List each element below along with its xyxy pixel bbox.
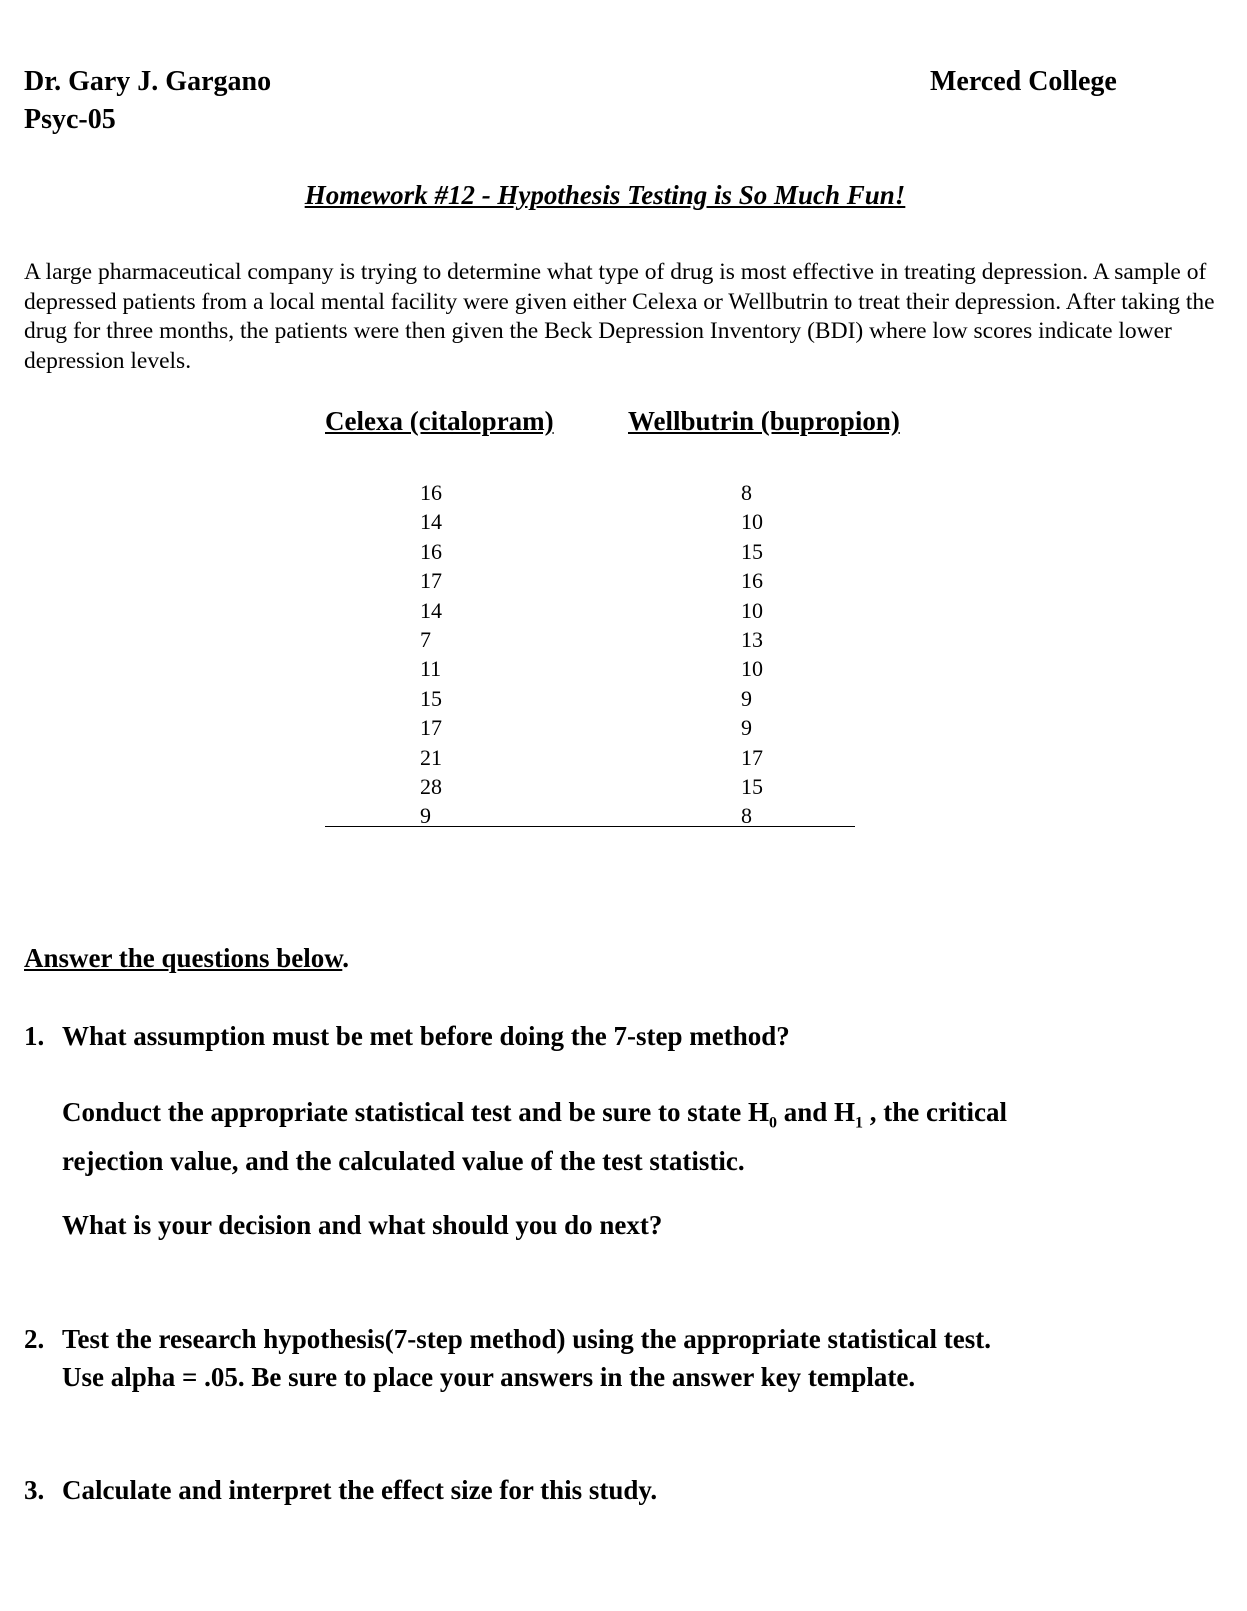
h0-subscript: 0 <box>768 1114 777 1132</box>
table-bottom-rule <box>325 826 855 827</box>
question-1-instruction-line1 <box>62 1093 1232 1142</box>
intro-paragraph: A large pharmaceutical company is trying to determine what type of drug is most effective in treating depression. A sample of depressed patients from a local mental facility were given either Celexa or Wellbutrin to treat their depression. After taking the drug for three months, the patients were then given the Beck Depression Inventory (BDI) where low scores indicate lower depression levels. <box>24 259 1215 374</box>
q1-instr-part-c: , the critical <box>863 1097 1007 1127</box>
celexa-column-header: Celexa (citalopram) <box>325 406 554 436</box>
wellbutrin-value: 17 <box>741 744 763 770</box>
celexa-value: 21 <box>420 744 442 770</box>
wellbutrin-value: 10 <box>741 656 763 682</box>
wellbutrin-value: 9 <box>741 685 752 711</box>
celexa-value: 16 <box>420 480 442 505</box>
celexa-value: 17 <box>420 568 442 594</box>
question-1-instruction <box>62 1093 1232 1180</box>
q1-instr-part-a: Conduct the appropriate statistical test and be sure to state H <box>62 1097 769 1127</box>
question-2 <box>24 1320 1224 1396</box>
wellbutrin-value: 10 <box>741 597 763 623</box>
celexa-value: 7 <box>420 626 431 652</box>
answer-heading <box>24 943 349 974</box>
wellbutrin-value: 10 <box>741 509 763 535</box>
question-1-number: 1. <box>24 1021 45 1051</box>
answer-heading-period: . <box>342 943 350 973</box>
wellbutrin-value: 13 <box>741 626 763 652</box>
wellbutrin-value: 8 <box>741 480 752 505</box>
wellbutrin-value: 16 <box>741 568 763 594</box>
question-3-text: Calculate and interpret the effect size for this study. <box>62 1475 658 1505</box>
question-2-line2: Use alpha = .05. Be sure to place your answers in the answer key template. <box>62 1362 916 1392</box>
question-2-number: 2. <box>24 1324 45 1354</box>
question-3-number: 3. <box>24 1475 45 1505</box>
question-1-text: What assumption must be met before doing the 7-step method? <box>62 1021 790 1051</box>
question-1-decision: What is your decision and what should you do next? <box>62 1210 663 1240</box>
institution-name: Merced College <box>930 66 1117 97</box>
wellbutrin-values <box>741 478 763 831</box>
question-1-instruction-line2: rejection value, and the calculated value of the test statistic. <box>62 1146 745 1177</box>
homework-title: Homework #12 - Hypothesis Testing is So Much Fun! <box>304 180 906 210</box>
question-3 <box>24 1471 657 1509</box>
wellbutrin-value: 15 <box>741 773 763 799</box>
instructor-name: Dr. Gary J. Gargano <box>24 66 272 97</box>
celexa-value: 16 <box>420 538 442 564</box>
course-code: Psyc-05 <box>24 104 116 135</box>
celexa-value: 11 <box>420 656 442 682</box>
celexa-value: 17 <box>420 715 442 741</box>
answer-heading-text: Answer the questions below <box>24 943 343 973</box>
celexa-value: 15 <box>420 685 442 711</box>
q1-instr-part-b: and H <box>776 1097 856 1127</box>
question-1 <box>24 1017 790 1055</box>
question-2-line1: Test the research hypothesis(7-step method) using the appropriate statistical test. <box>62 1324 991 1354</box>
h1-subscript: 1 <box>855 1114 864 1132</box>
celexa-value: 14 <box>420 509 442 535</box>
wellbutrin-value: 8 <box>741 803 752 829</box>
celexa-value: 14 <box>420 597 442 623</box>
wellbutrin-value: 15 <box>741 538 763 564</box>
wellbutrin-value: 9 <box>741 715 752 741</box>
celexa-value: 28 <box>420 773 442 799</box>
celexa-values <box>420 478 442 831</box>
celexa-value: 9 <box>420 803 431 829</box>
wellbutrin-column-header: Wellbutrin (bupropion) <box>628 406 900 436</box>
